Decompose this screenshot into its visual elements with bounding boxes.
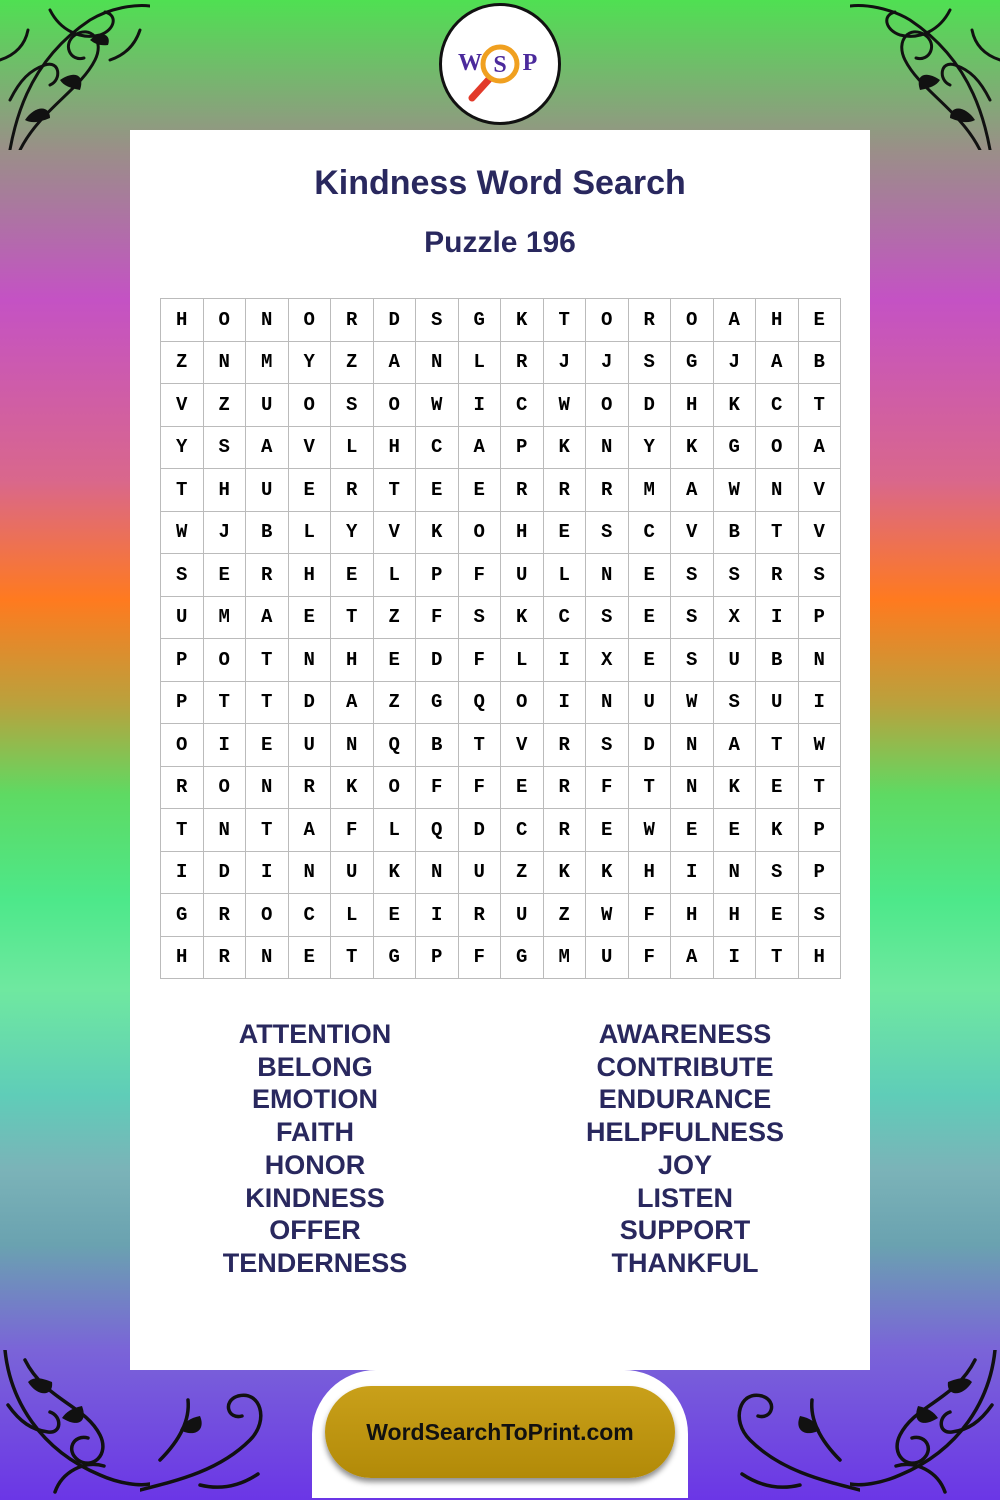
grid-cell: S bbox=[671, 554, 714, 597]
grid-cell: N bbox=[756, 469, 799, 512]
grid-cell: C bbox=[629, 512, 672, 555]
grid-cell: H bbox=[204, 469, 247, 512]
grid-cell: U bbox=[501, 894, 544, 937]
ornament-top-left bbox=[0, 0, 150, 150]
grid-cell: K bbox=[671, 427, 714, 470]
grid-cell: U bbox=[629, 682, 672, 725]
grid-cell: E bbox=[416, 469, 459, 512]
grid-cell: D bbox=[374, 299, 417, 342]
grid-cell: D bbox=[629, 384, 672, 427]
grid-cell: S bbox=[331, 384, 374, 427]
grid-cell: V bbox=[799, 512, 842, 555]
grid-cell: R bbox=[544, 469, 587, 512]
grid-cell: L bbox=[501, 639, 544, 682]
grid-cell: O bbox=[374, 767, 417, 810]
ornament-bottom-left-inner bbox=[140, 1360, 300, 1500]
grid-cell: E bbox=[629, 597, 672, 640]
grid-cell: I bbox=[416, 894, 459, 937]
grid-cell: B bbox=[246, 512, 289, 555]
search-word: OFFER bbox=[269, 1215, 361, 1246]
grid-cell: Y bbox=[629, 427, 672, 470]
grid-cell: A bbox=[671, 469, 714, 512]
grid-cell: A bbox=[799, 427, 842, 470]
grid-cell: N bbox=[586, 554, 629, 597]
grid-cell: G bbox=[501, 937, 544, 980]
grid-cell: I bbox=[544, 639, 587, 682]
site-logo[interactable] bbox=[439, 3, 561, 125]
grid-cell: E bbox=[374, 894, 417, 937]
grid-cell: F bbox=[459, 639, 502, 682]
grid-cell: N bbox=[289, 639, 332, 682]
puzzle-number: Puzzle 196 bbox=[424, 226, 576, 259]
website-label: WordSearchToPrint.com bbox=[366, 1418, 634, 1445]
grid-cell: V bbox=[374, 512, 417, 555]
grid-cell: R bbox=[756, 554, 799, 597]
grid-cell: U bbox=[459, 852, 502, 895]
grid-cell: L bbox=[459, 342, 502, 385]
search-word: FAITH bbox=[276, 1117, 354, 1148]
grid-cell: F bbox=[416, 597, 459, 640]
grid-cell: G bbox=[161, 894, 204, 937]
grid-cell: J bbox=[204, 512, 247, 555]
grid-cell: I bbox=[756, 597, 799, 640]
grid-cell: C bbox=[544, 597, 587, 640]
grid-cell: E bbox=[501, 767, 544, 810]
grid-cell: E bbox=[331, 554, 374, 597]
search-word: ENDURANCE bbox=[598, 1084, 772, 1115]
grid-cell: R bbox=[544, 767, 587, 810]
grid-cell: N bbox=[204, 809, 247, 852]
grid-cell: O bbox=[289, 299, 332, 342]
grid-cell: K bbox=[501, 299, 544, 342]
grid-cell: P bbox=[799, 597, 842, 640]
grid-cell: E bbox=[289, 597, 332, 640]
grid-cell: L bbox=[331, 427, 374, 470]
grid-cell: A bbox=[246, 597, 289, 640]
grid-cell: S bbox=[586, 724, 629, 767]
search-word: BELONG bbox=[257, 1051, 373, 1082]
grid-cell: Y bbox=[161, 427, 204, 470]
ornament-bottom-right bbox=[850, 1350, 1000, 1500]
grid-cell: L bbox=[289, 512, 332, 555]
grid-cell: S bbox=[204, 427, 247, 470]
grid-cell: H bbox=[374, 427, 417, 470]
grid-cell: Y bbox=[289, 342, 332, 385]
grid-cell: I bbox=[161, 852, 204, 895]
grid-cell: A bbox=[714, 299, 757, 342]
logo-letter: S bbox=[493, 52, 507, 78]
grid-cell: E bbox=[629, 554, 672, 597]
grid-cell: H bbox=[161, 937, 204, 980]
grid-cell: T bbox=[629, 767, 672, 810]
grid-cell: F bbox=[629, 937, 672, 980]
grid-cell: C bbox=[416, 427, 459, 470]
grid-cell: S bbox=[799, 894, 842, 937]
grid-cell: T bbox=[374, 469, 417, 512]
grid-cell: F bbox=[331, 809, 374, 852]
word-list-left bbox=[130, 1018, 500, 1280]
grid-cell: R bbox=[586, 469, 629, 512]
grid-cell: I bbox=[204, 724, 247, 767]
ornament-icon bbox=[0, 0, 150, 150]
grid-cell: U bbox=[756, 682, 799, 725]
grid-cell: A bbox=[756, 342, 799, 385]
grid-cell: S bbox=[714, 682, 757, 725]
search-word: TENDERNESS bbox=[222, 1247, 408, 1278]
grid-cell: N bbox=[246, 299, 289, 342]
grid-cell: Q bbox=[459, 682, 502, 725]
grid-cell: V bbox=[671, 512, 714, 555]
ornament-top-right bbox=[850, 0, 1000, 150]
grid-cell: O bbox=[374, 384, 417, 427]
grid-cell: F bbox=[586, 767, 629, 810]
ornament-icon bbox=[140, 1360, 300, 1500]
ornament-bottom-right-inner bbox=[700, 1360, 860, 1500]
grid-cell: H bbox=[331, 639, 374, 682]
grid-cell: R bbox=[501, 469, 544, 512]
grid-cell: O bbox=[501, 682, 544, 725]
grid-cell: R bbox=[544, 724, 587, 767]
grid-cell: E bbox=[714, 809, 757, 852]
grid-cell: K bbox=[544, 852, 587, 895]
grid-cell: E bbox=[459, 469, 502, 512]
grid-cell: O bbox=[586, 299, 629, 342]
grid-cell: D bbox=[289, 682, 332, 725]
word-list bbox=[130, 1018, 870, 1280]
grid-cell: O bbox=[756, 427, 799, 470]
grid-cell: E bbox=[204, 554, 247, 597]
grid-cell: N bbox=[246, 937, 289, 980]
grid-cell: I bbox=[544, 682, 587, 725]
grid-cell: K bbox=[501, 597, 544, 640]
letter-grid bbox=[160, 298, 841, 979]
grid-cell: A bbox=[374, 342, 417, 385]
grid-cell: J bbox=[544, 342, 587, 385]
grid-cell: H bbox=[756, 299, 799, 342]
grid-cell: F bbox=[459, 937, 502, 980]
grid-cell: O bbox=[204, 767, 247, 810]
grid-cell: R bbox=[204, 894, 247, 937]
grid-cell: D bbox=[416, 639, 459, 682]
grid-cell: W bbox=[416, 384, 459, 427]
search-word: JOY bbox=[657, 1149, 713, 1180]
grid-cell: O bbox=[671, 299, 714, 342]
grid-cell: P bbox=[161, 682, 204, 725]
grid-cell: T bbox=[246, 682, 289, 725]
grid-cell: T bbox=[161, 809, 204, 852]
grid-cell: S bbox=[586, 512, 629, 555]
grid-cell: U bbox=[246, 469, 289, 512]
grid-cell: V bbox=[161, 384, 204, 427]
grid-cell: N bbox=[799, 639, 842, 682]
grid-cell: H bbox=[161, 299, 204, 342]
grid-cell: W bbox=[629, 809, 672, 852]
grid-cell: T bbox=[331, 597, 374, 640]
grid-cell: K bbox=[756, 809, 799, 852]
grid-cell: R bbox=[161, 767, 204, 810]
grid-cell: V bbox=[799, 469, 842, 512]
grid-cell: H bbox=[799, 937, 842, 980]
grid-cell: F bbox=[416, 767, 459, 810]
grid-cell: V bbox=[501, 724, 544, 767]
grid-cell: P bbox=[799, 852, 842, 895]
grid-cell: R bbox=[501, 342, 544, 385]
grid-cell: D bbox=[629, 724, 672, 767]
grid-cell: D bbox=[459, 809, 502, 852]
grid-cell: K bbox=[374, 852, 417, 895]
grid-cell: N bbox=[671, 767, 714, 810]
grid-cell: Y bbox=[331, 512, 374, 555]
grid-cell: O bbox=[459, 512, 502, 555]
grid-cell: G bbox=[459, 299, 502, 342]
grid-cell: E bbox=[629, 639, 672, 682]
grid-cell: J bbox=[586, 342, 629, 385]
grid-cell: O bbox=[161, 724, 204, 767]
grid-cell: S bbox=[629, 342, 672, 385]
grid-cell: K bbox=[416, 512, 459, 555]
grid-cell: T bbox=[544, 299, 587, 342]
grid-cell: A bbox=[714, 724, 757, 767]
grid-cell: V bbox=[289, 427, 332, 470]
grid-cell: A bbox=[331, 682, 374, 725]
grid-cell: I bbox=[459, 384, 502, 427]
grid-cell: E bbox=[799, 299, 842, 342]
logo-letter: W bbox=[458, 50, 482, 76]
word-list-right bbox=[500, 1018, 870, 1280]
grid-cell: O bbox=[246, 894, 289, 937]
grid-cell: Z bbox=[501, 852, 544, 895]
grid-cell: B bbox=[416, 724, 459, 767]
grid-cell: U bbox=[161, 597, 204, 640]
grid-cell: O bbox=[586, 384, 629, 427]
grid-cell: R bbox=[459, 894, 502, 937]
grid-cell: B bbox=[714, 512, 757, 555]
grid-cell: X bbox=[714, 597, 757, 640]
grid-cell: R bbox=[289, 767, 332, 810]
grid-cell: R bbox=[331, 299, 374, 342]
grid-cell: H bbox=[671, 384, 714, 427]
grid-cell: Q bbox=[416, 809, 459, 852]
search-word: HELPFULNESS bbox=[585, 1117, 785, 1148]
grid-cell: B bbox=[756, 639, 799, 682]
grid-cell: N bbox=[204, 342, 247, 385]
grid-cell: Z bbox=[374, 597, 417, 640]
search-word: HONOR bbox=[264, 1149, 366, 1180]
search-word: THANKFUL bbox=[611, 1247, 759, 1278]
grid-cell: T bbox=[756, 512, 799, 555]
grid-cell: H bbox=[629, 852, 672, 895]
grid-cell: F bbox=[629, 894, 672, 937]
grid-cell: W bbox=[799, 724, 842, 767]
grid-cell: O bbox=[204, 639, 247, 682]
grid-cell: A bbox=[671, 937, 714, 980]
grid-cell: C bbox=[501, 384, 544, 427]
search-word: KINDNESS bbox=[245, 1182, 385, 1213]
grid-cell: Z bbox=[331, 342, 374, 385]
ornament-icon bbox=[850, 0, 1000, 150]
grid-cell: M bbox=[246, 342, 289, 385]
search-word: SUPPORT bbox=[619, 1215, 751, 1246]
grid-cell: W bbox=[586, 894, 629, 937]
grid-cell: Z bbox=[204, 384, 247, 427]
grid-cell: C bbox=[501, 809, 544, 852]
grid-cell: E bbox=[289, 469, 332, 512]
grid-cell: C bbox=[756, 384, 799, 427]
grid-cell: Q bbox=[374, 724, 417, 767]
grid-cell: A bbox=[459, 427, 502, 470]
grid-cell: E bbox=[374, 639, 417, 682]
grid-cell: H bbox=[671, 894, 714, 937]
grid-cell: B bbox=[799, 342, 842, 385]
grid-cell: L bbox=[374, 554, 417, 597]
grid-cell: U bbox=[501, 554, 544, 597]
grid-cell: N bbox=[586, 427, 629, 470]
grid-cell: P bbox=[799, 809, 842, 852]
grid-cell: W bbox=[671, 682, 714, 725]
grid-cell: N bbox=[416, 342, 459, 385]
grid-cell: A bbox=[289, 809, 332, 852]
search-word: ATTENTION bbox=[238, 1019, 392, 1049]
grid-cell: H bbox=[501, 512, 544, 555]
grid-cell: L bbox=[544, 554, 587, 597]
page-title: Kindness Word Search bbox=[314, 164, 686, 202]
grid-cell: T bbox=[459, 724, 502, 767]
grid-cell: N bbox=[246, 767, 289, 810]
grid-cell: P bbox=[501, 427, 544, 470]
grid-cell: R bbox=[544, 809, 587, 852]
grid-cell: T bbox=[161, 469, 204, 512]
grid-cell: E bbox=[544, 512, 587, 555]
grid-cell: K bbox=[714, 767, 757, 810]
logo-letter: P bbox=[522, 50, 538, 76]
grid-cell: M bbox=[544, 937, 587, 980]
grid-cell: S bbox=[799, 554, 842, 597]
grid-cell: P bbox=[161, 639, 204, 682]
grid-cell: H bbox=[289, 554, 332, 597]
grid-cell: S bbox=[671, 639, 714, 682]
puzzle-sheet bbox=[130, 130, 870, 1370]
grid-cell: T bbox=[756, 724, 799, 767]
grid-cell: W bbox=[714, 469, 757, 512]
grid-cell: S bbox=[416, 299, 459, 342]
grid-cell: N bbox=[714, 852, 757, 895]
grid-cell: G bbox=[416, 682, 459, 725]
grid-cell: G bbox=[374, 937, 417, 980]
grid-cell: I bbox=[714, 937, 757, 980]
grid-cell: E bbox=[671, 809, 714, 852]
grid-cell: X bbox=[586, 639, 629, 682]
grid-cell: H bbox=[714, 894, 757, 937]
grid-cell: N bbox=[416, 852, 459, 895]
grid-cell: O bbox=[204, 299, 247, 342]
grid-cell: L bbox=[331, 894, 374, 937]
search-word: EMOTION bbox=[252, 1084, 378, 1115]
website-button[interactable] bbox=[325, 1386, 675, 1478]
grid-cell: E bbox=[586, 809, 629, 852]
grid-cell: S bbox=[671, 597, 714, 640]
grid-cell: I bbox=[671, 852, 714, 895]
ornament-icon bbox=[850, 1350, 1000, 1500]
grid-cell: Z bbox=[544, 894, 587, 937]
grid-cell: I bbox=[246, 852, 289, 895]
grid-cell: F bbox=[459, 767, 502, 810]
grid-cell: S bbox=[161, 554, 204, 597]
grid-cell: M bbox=[204, 597, 247, 640]
grid-cell: E bbox=[756, 894, 799, 937]
grid-cell: T bbox=[331, 937, 374, 980]
search-word: LISTEN bbox=[636, 1182, 733, 1213]
grid-cell: E bbox=[289, 937, 332, 980]
grid-cell: K bbox=[331, 767, 374, 810]
search-word: CONTRIBUTE bbox=[596, 1051, 774, 1082]
grid-cell: P bbox=[416, 937, 459, 980]
grid-cell: W bbox=[161, 512, 204, 555]
grid-cell: T bbox=[799, 767, 842, 810]
grid-cell: I bbox=[799, 682, 842, 725]
ornament-icon bbox=[0, 1350, 150, 1500]
grid-cell: G bbox=[671, 342, 714, 385]
grid-cell: T bbox=[204, 682, 247, 725]
grid-cell: Z bbox=[161, 342, 204, 385]
grid-cell: F bbox=[459, 554, 502, 597]
grid-cell: E bbox=[246, 724, 289, 767]
grid-cell: R bbox=[331, 469, 374, 512]
grid-cell: N bbox=[331, 724, 374, 767]
grid-cell: R bbox=[629, 299, 672, 342]
ornament-icon bbox=[700, 1360, 860, 1500]
grid-cell: N bbox=[671, 724, 714, 767]
grid-cell: K bbox=[714, 384, 757, 427]
grid-cell: K bbox=[586, 852, 629, 895]
grid-cell: T bbox=[799, 384, 842, 427]
grid-cell: M bbox=[629, 469, 672, 512]
search-word: AWARENESS bbox=[598, 1019, 772, 1049]
grid-cell: S bbox=[586, 597, 629, 640]
grid-cell: T bbox=[756, 937, 799, 980]
grid-cell: U bbox=[331, 852, 374, 895]
grid-cell: P bbox=[416, 554, 459, 597]
grid-cell: K bbox=[544, 427, 587, 470]
grid-cell: Z bbox=[374, 682, 417, 725]
grid-cell: N bbox=[289, 852, 332, 895]
grid-cell: U bbox=[246, 384, 289, 427]
grid-cell: N bbox=[586, 682, 629, 725]
grid-cell: J bbox=[714, 342, 757, 385]
grid-cell: U bbox=[289, 724, 332, 767]
grid-cell: O bbox=[289, 384, 332, 427]
grid-cell: S bbox=[756, 852, 799, 895]
grid-cell: C bbox=[289, 894, 332, 937]
grid-cell: S bbox=[459, 597, 502, 640]
ornament-bottom-left bbox=[0, 1350, 150, 1500]
grid-cell: L bbox=[374, 809, 417, 852]
grid-cell: E bbox=[756, 767, 799, 810]
grid-cell: D bbox=[204, 852, 247, 895]
grid-cell: S bbox=[714, 554, 757, 597]
grid-cell: A bbox=[246, 427, 289, 470]
grid-cell: R bbox=[204, 937, 247, 980]
grid-cell: G bbox=[714, 427, 757, 470]
grid-cell: R bbox=[246, 554, 289, 597]
grid-cell: W bbox=[544, 384, 587, 427]
grid-cell: T bbox=[246, 809, 289, 852]
grid-cell: T bbox=[246, 639, 289, 682]
grid-cell: U bbox=[586, 937, 629, 980]
grid-cell: U bbox=[714, 639, 757, 682]
